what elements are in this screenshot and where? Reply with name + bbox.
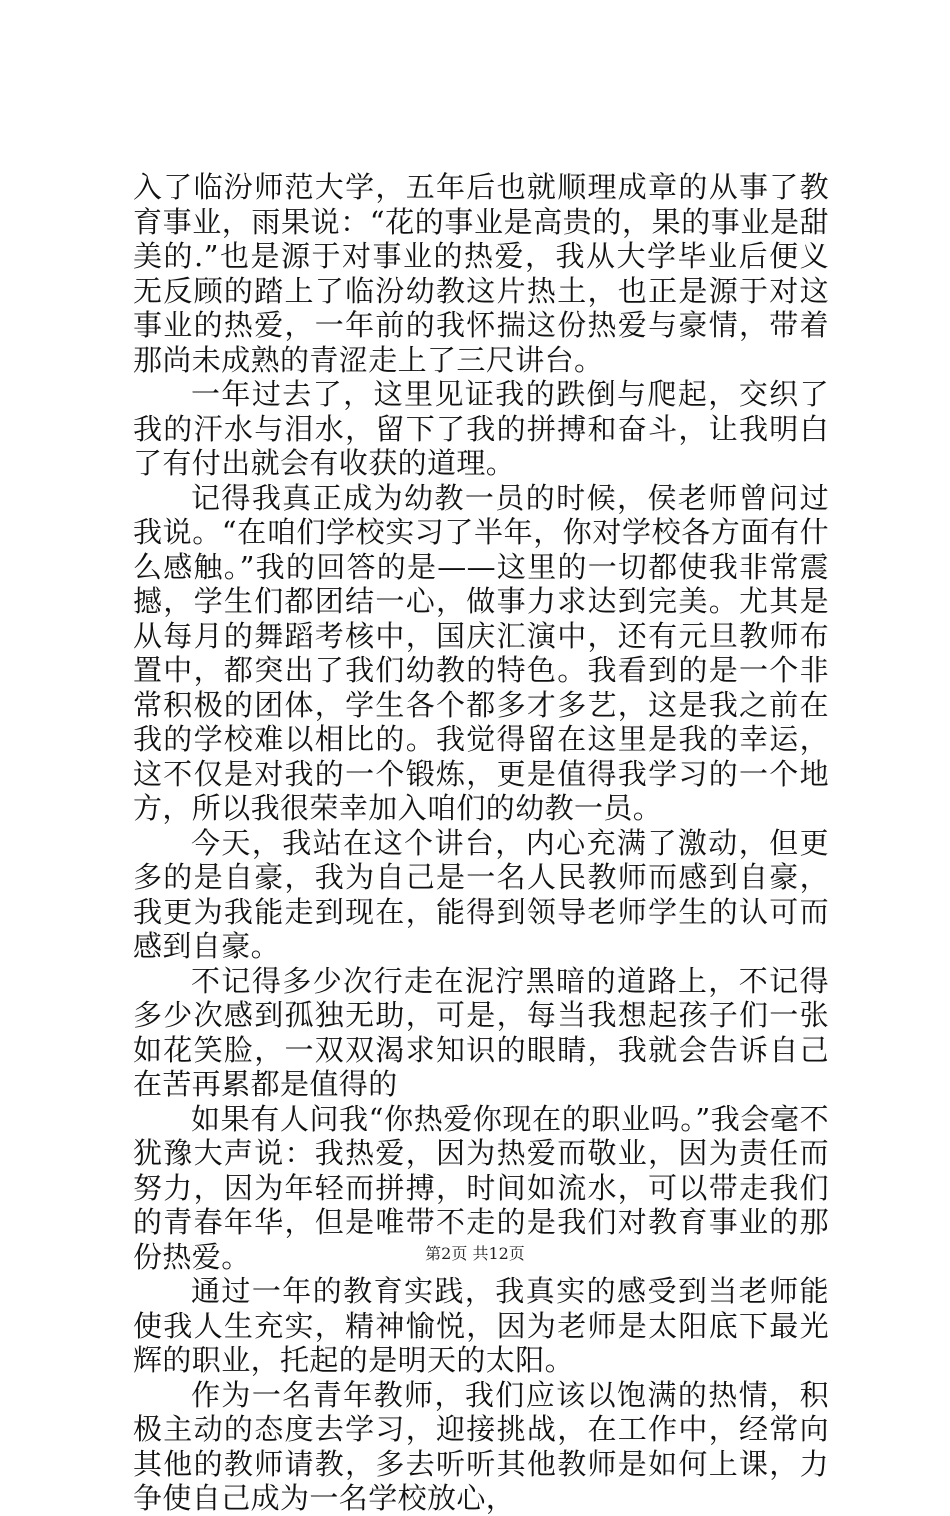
- paragraph-2: 一年过去了，这里见证我的跌倒与爬起，交织了我的汗水与泪水，留下了我的拼搏和奋斗，让我明白了有付出就会有收获的道理。: [133, 377, 829, 480]
- paragraph-8: 作为一名青年教师，我们应该以饱满的热情，积极主动的态度去学习，迎接挑战，在工作中，经常向其他的教师请教，多去听听其他教师是如何上课，力争使自己成为一名学校放心，: [133, 1377, 829, 1515]
- paragraph-3: 记得我真正成为幼教一员的时候，侯老师曾问过我说。“在咱们学校实习了半年，你对学校各方面有什么感触。”我的回答的是——这里的一切都使我非常震撼，学生们都团结一心，做事力求达到完美。尤其是从每月的舞蹈考核中，国庆汇演中，还有元旦教师布置中，都突出了我们幼教的特色。我看到的是一个非常积极的团体，学生各个都多才多艺，这是我之前在我的学校难以相比的。我觉得留在这里是我的幸运，这不仅是对我的一个锻炼，更是值得我学习的一个地方，所以我很荣幸加入咱们的幼教一员。: [133, 480, 829, 825]
- paragraph-6: 如果有人问我“你热爱你现在的职业吗。”我会毫不犹豫大声说：我热爱，因为热爱而敬业，因为责任而努力，因为年轻而拼搏，时间如流水，可以带走我们的青春年华，但是唯带不走的是我们对教育事业的那份热爱。: [133, 1101, 829, 1274]
- paragraph-7: 通过一年的教育实践，我真实的感受到当老师能使我人生充实，精神愉悦，因为老师是太阳底下最光辉的职业，托起的是明天的太阳。: [133, 1274, 829, 1377]
- page-number-footer: 第2页 共12页: [425, 1244, 525, 1263]
- paragraph-5: 不记得多少次行走在泥泞黑暗的道路上，不记得多少次感到孤独无助，可是，每当我想起孩子们一张如花笑脸，一双双渴求知识的眼睛，我就会告诉自己在苦再累都是值得的: [133, 963, 829, 1101]
- paragraph-4: 今天，我站在这个讲台，内心充满了激动，但更多的是自豪，我为自己是一名人民教师而感到自豪，我更为我能走到现在，能得到领导老师学生的认可而感到自豪。: [133, 825, 829, 963]
- paragraph-1: 入了临汾师范大学，五年后也就顺理成章的从事了教育事业，雨果说：“花的事业是高贵的，果的事业是甜美的.”也是源于对事业的热爱，我从大学毕业后便义无反顾的踏上了临汾幼教这片热土，也正是源于对这事业的热爱，一年前的我怀揣这份热爱与豪情，带着那尚未成熟的青涩走上了三尺讲台。: [133, 170, 829, 377]
- body-text: [133, 170, 829, 1516]
